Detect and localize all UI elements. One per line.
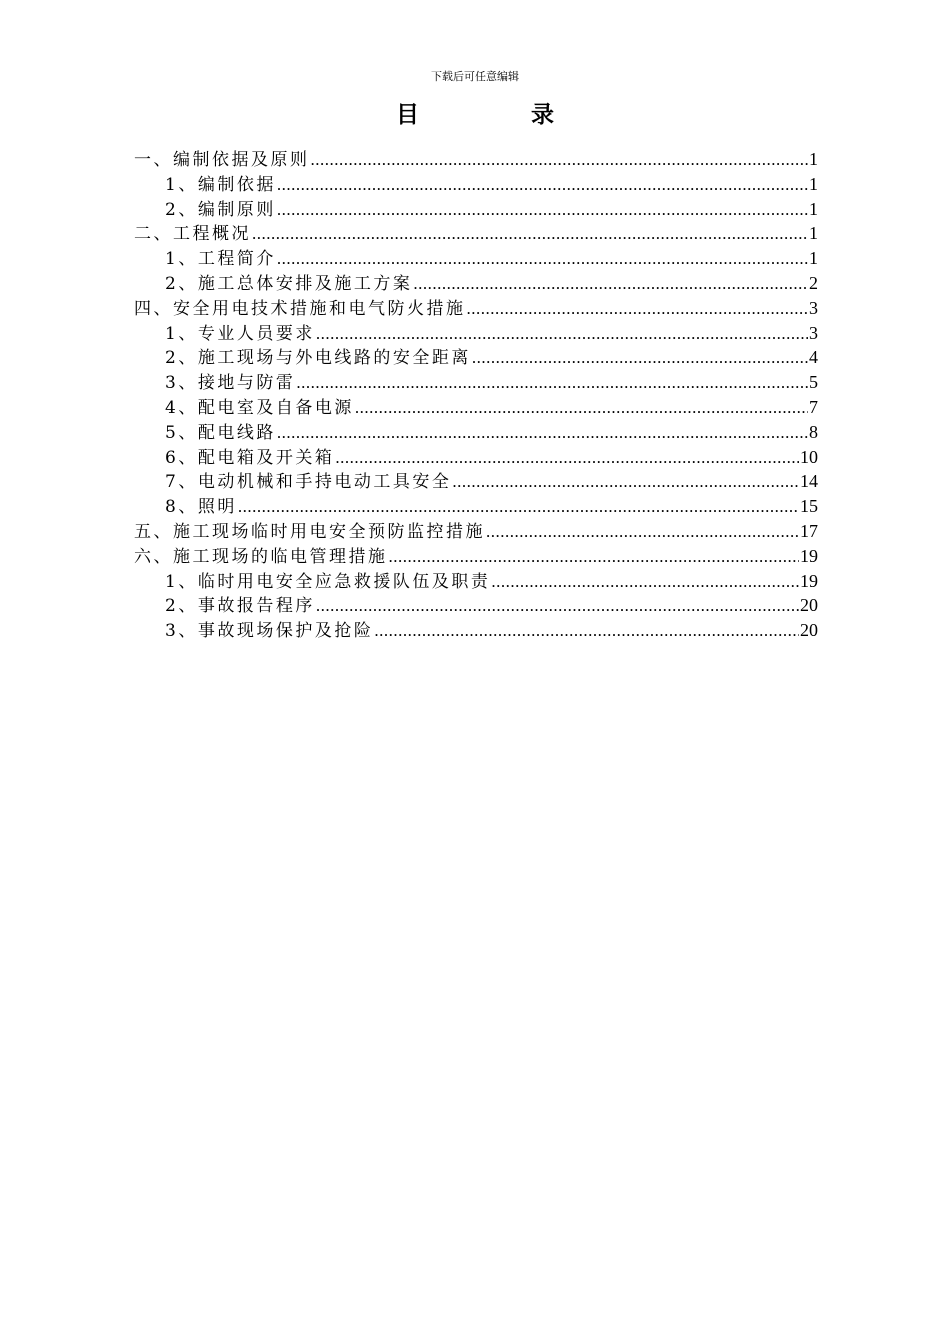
toc-entry-page: 4	[809, 347, 818, 368]
toc-entry[interactable]	[134, 395, 818, 420]
toc-leader-dots	[374, 619, 799, 644]
toc-entry-label: 2、事故报告程序	[165, 596, 315, 617]
toc-entry[interactable]	[134, 296, 818, 321]
toc-entry-page: 1	[809, 198, 818, 219]
toc-entry[interactable]	[134, 494, 818, 519]
toc-entry-label: 2、施工现场与外电线路的安全距离	[165, 348, 471, 369]
toc-entry-label: 6、配电箱及开关箱	[165, 447, 335, 468]
toc-leader-dots	[311, 148, 809, 173]
toc-entry[interactable]	[134, 197, 818, 222]
toc-entry-page: 10	[800, 446, 818, 467]
toc-title: 目 录	[395, 101, 606, 128]
toc-entry[interactable]	[134, 544, 818, 569]
toc-entry[interactable]	[134, 370, 818, 395]
toc-entry-page: 1	[809, 149, 818, 169]
toc-entry-page: 1	[809, 223, 818, 244]
toc-leader-dots	[491, 570, 799, 595]
toc-leader-dots	[277, 173, 808, 198]
toc-leader-dots	[238, 495, 799, 520]
toc-leader-dots	[467, 297, 809, 322]
toc-entry-label: 五、施工现场临时用电安全预防监控措施	[134, 521, 485, 542]
toc-entry-page: 19	[800, 545, 818, 566]
toc-entry-label: 8、照明	[165, 497, 237, 518]
toc-entry[interactable]	[134, 221, 818, 246]
toc-entry-page: 19	[800, 570, 818, 591]
toc-leader-dots	[413, 272, 808, 297]
toc-entry-page: 14	[800, 471, 818, 492]
toc-entry-page: 17	[800, 520, 818, 541]
toc-leader-dots	[252, 222, 808, 247]
toc-entry-page: 8	[809, 421, 818, 442]
toc-entry[interactable]	[134, 271, 818, 296]
toc-entry-page: 5	[809, 372, 818, 393]
toc-entry-label: 5、配电线路	[165, 422, 276, 443]
download-note: 下载后可任意编辑	[431, 70, 519, 83]
toc-entry-label: 四、安全用电技术措施和电气防火措施	[134, 298, 466, 319]
toc-entry-page: 1	[809, 173, 818, 194]
toc-entry-label: 2、施工总体安排及施工方案	[165, 273, 413, 294]
toc-entry-label: 1、专业人员要求	[165, 323, 315, 344]
toc-entry[interactable]	[134, 420, 818, 445]
toc-entry-label: 1、工程简介	[165, 249, 276, 270]
toc-entry-page: 7	[809, 396, 818, 417]
toc-leader-dots	[296, 371, 808, 396]
toc-entry-page: 20	[800, 620, 818, 641]
toc-entry-label: 1、编制依据	[165, 174, 276, 195]
toc-entry-label: 一、编制依据及原则	[134, 150, 310, 170]
toc-entry-label: 六、施工现场的临电管理措施	[134, 546, 388, 567]
toc-leader-dots	[355, 396, 808, 421]
toc-entry[interactable]	[134, 569, 818, 594]
toc-leader-dots	[335, 446, 799, 471]
toc-leader-dots	[486, 520, 799, 545]
toc-entry-label: 二、工程概况	[134, 224, 251, 245]
toc-entry[interactable]	[134, 321, 818, 346]
table-of-contents	[134, 147, 818, 643]
toc-entry-label: 3、事故现场保护及抢险	[165, 621, 374, 642]
toc-entry-page: 15	[800, 496, 818, 517]
toc-entry[interactable]	[134, 519, 818, 544]
toc-entry-label: 1、临时用电安全应急救援队伍及职责	[165, 571, 491, 592]
toc-entry-page: 3	[809, 297, 818, 318]
toc-entry-label: 2、编制原则	[165, 199, 276, 220]
toc-entry[interactable]	[134, 469, 818, 494]
toc-leader-dots	[277, 247, 808, 272]
toc-leader-dots	[472, 346, 808, 371]
toc-entry[interactable]	[134, 246, 818, 271]
toc-entry-label: 3、接地与防雷	[165, 373, 296, 394]
toc-entry-page: 3	[809, 322, 818, 343]
toc-entry[interactable]	[134, 172, 818, 197]
toc-entry[interactable]	[134, 147, 818, 172]
toc-leader-dots	[452, 470, 799, 495]
toc-entry-label: 7、电动机械和手持电动工具安全	[165, 472, 452, 493]
toc-entry-page: 20	[800, 595, 818, 616]
toc-entry-page: 1	[809, 248, 818, 269]
toc-entry[interactable]	[134, 593, 818, 618]
toc-leader-dots	[316, 322, 808, 347]
toc-leader-dots	[277, 421, 808, 446]
toc-leader-dots	[316, 594, 799, 619]
toc-leader-dots	[389, 545, 800, 570]
toc-entry[interactable]	[134, 618, 818, 643]
toc-leader-dots	[277, 198, 808, 223]
toc-entry-label: 4、配电室及自备电源	[165, 397, 354, 418]
toc-entry[interactable]	[134, 345, 818, 370]
toc-entry[interactable]	[134, 445, 818, 470]
toc-entry-page: 2	[809, 272, 818, 293]
